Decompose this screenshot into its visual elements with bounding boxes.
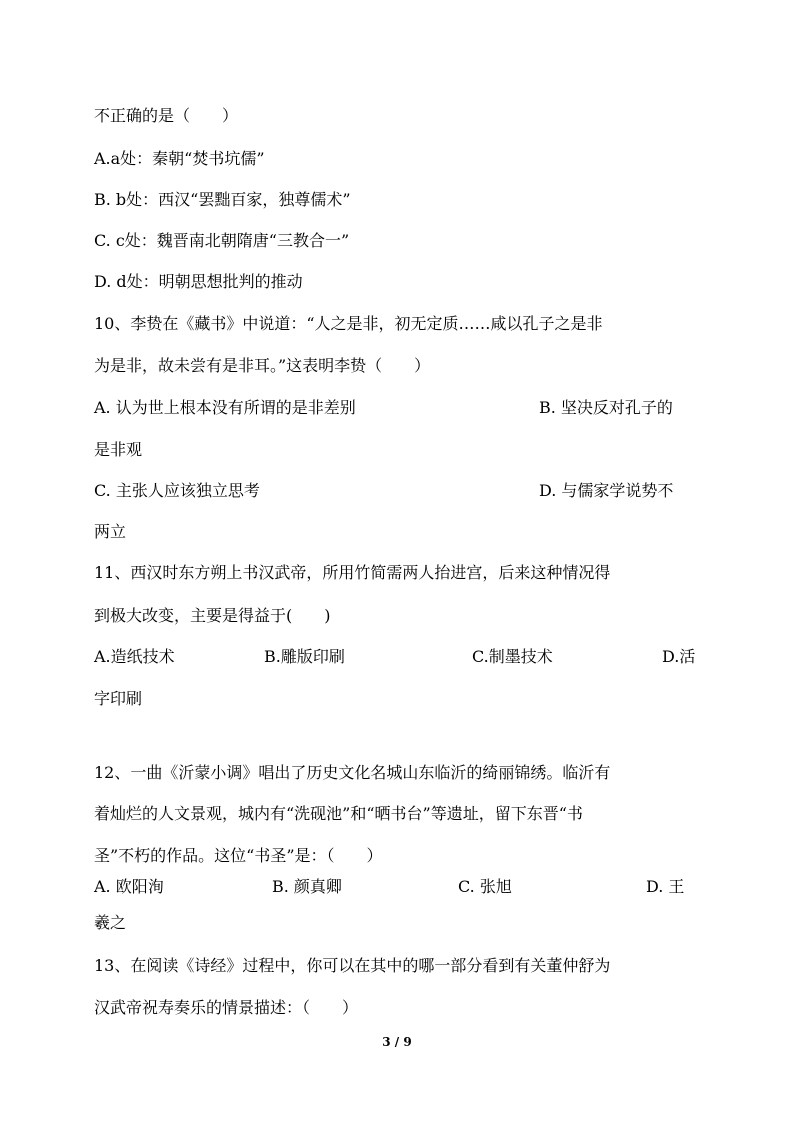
q10-option-c: C. 主张人应该独立思考 bbox=[94, 481, 260, 500]
q12-option-d: D. 王 bbox=[646, 877, 685, 896]
q13-stem-line1: 13、在阅读《诗经》过程中，你可以在其中的哪一部分看到有关董仲舒为 bbox=[94, 956, 611, 975]
q10-stem-line2: 为是非，故未尝有是非耳。”这表明李贽（ ） bbox=[94, 356, 431, 375]
q9-stem-tail: 不正确的是（ ） bbox=[94, 106, 239, 125]
q12-stem-line3: 圣”不朽的作品。这位“书圣”是：（ ） bbox=[94, 846, 383, 865]
q12-option-b: B. 颜真卿 bbox=[272, 877, 342, 896]
q12-option-a: A. 欧阳洵 bbox=[94, 877, 164, 896]
page-number: 3 / 9 bbox=[382, 1035, 412, 1049]
q10-option-d-wrap: 两立 bbox=[94, 522, 127, 541]
q11-option-d-wrap: 字印刷 bbox=[94, 689, 143, 708]
q9-option-d: D. d处：明朝思想批判的推动 bbox=[94, 272, 303, 291]
q11-option-c: C.制墨技术 bbox=[472, 647, 553, 666]
q9-option-a: A.a处：秦朝“焚书坑儒” bbox=[94, 149, 265, 168]
q12-stem-line2: 着灿烂的人文景观，城内有“洗砚池”和“晒书台”等遗址，留下东晋“书 bbox=[94, 804, 583, 823]
q10-option-d: D. 与儒家学说势不 bbox=[539, 481, 674, 500]
q11-stem-line1: 11、西汉时东方朔上书汉武帝，所用竹简需两人抬进宫，后来这种情况得 bbox=[94, 563, 611, 582]
q12-option-c: C. 张旭 bbox=[458, 877, 512, 896]
q12-option-d-wrap: 羲之 bbox=[94, 913, 127, 932]
q10-option-a: A. 认为世上根本没有所谓的是非差别 bbox=[94, 398, 356, 417]
q11-option-a: A.造纸技术 bbox=[94, 647, 175, 666]
q13-stem-line2: 汉武帝祝寿奏乐的情景描述：（ ） bbox=[94, 998, 359, 1017]
q10-stem-line1: 10、李贽在《藏书》中说道：“人之是非，初无定质……咸以孔子之是非 bbox=[94, 314, 603, 333]
q11-option-d: D.活 bbox=[662, 647, 696, 666]
q9-option-b: B. b处：西汉“罢黜百家，独尊儒术” bbox=[94, 190, 351, 209]
q10-option-b-wrap: 是非观 bbox=[94, 440, 143, 459]
q9-option-c: C. c处：魏晋南北朝隋唐“三教合一” bbox=[94, 231, 350, 250]
q12-stem-line1: 12、一曲《沂蒙小调》唱出了历史文化名城山东临沂的绮丽锦绣。临沂有 bbox=[94, 763, 611, 782]
q11-option-b: B.雕版印刷 bbox=[264, 647, 345, 666]
q10-option-b: B. 坚决反对孔子的 bbox=[539, 398, 673, 417]
q11-stem-line2: 到极大改变，主要是得益于( ) bbox=[94, 606, 331, 625]
